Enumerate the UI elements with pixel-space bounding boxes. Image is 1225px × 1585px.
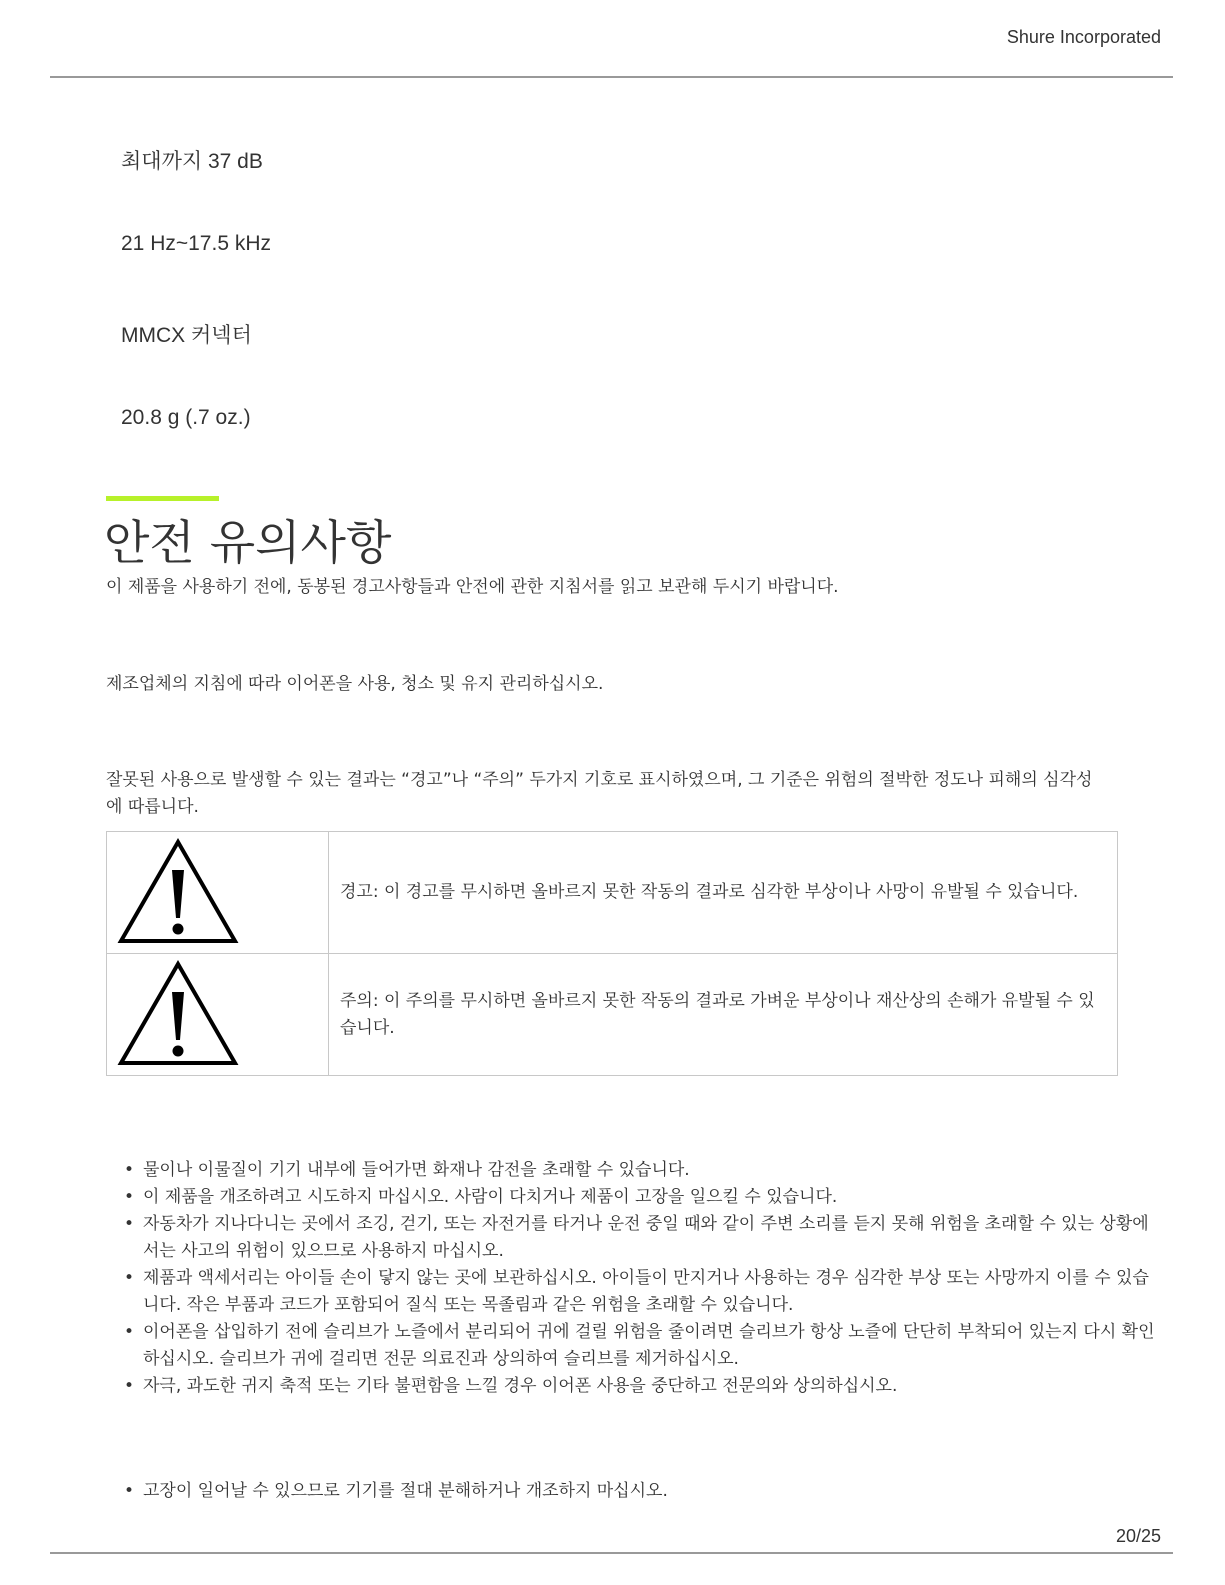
spec-frequency-range: 21 Hz~17.5 kHz [121, 232, 271, 255]
maintenance-text: 제조업체의 지침에 따라 이어폰을 사용, 청소 및 유지 관리하십시오. [106, 674, 604, 694]
header-company-name: Shure Incorporated [1006, 27, 1161, 47]
spec-connector: MMCX 커넥터 [121, 324, 252, 347]
spec-sensitivity: 최대까지 37 dB [121, 150, 263, 173]
symbol-icon-cell [107, 832, 329, 954]
list-item: • 고장이 일어날 수 있으므로 기기를 절대 분해하거나 개조하지 마십시오. [143, 1478, 1155, 1505]
list-item: • 자동차가 지나다니는 곳에서 조깅, 걷기, 또는 자전거를 타거나 운전 중일 때와 같이 주변 소리를 듣지 못해 위험을 초래할 수 있는 상황에서는 사고의 위험이 있으므로 사용하지 마십시오. [143, 1211, 1155, 1265]
symbol-text-caution: 주의: 이 주의를 무시하면 올바르지 못한 작동의 결과로 가벼운 부상이나 재산상의 손해가 유발될 수 있습니다. [329, 954, 1118, 1076]
header-divider [50, 76, 1173, 78]
page-number: 20/25 [1115, 1526, 1161, 1546]
caution-bullet-list [106, 1478, 1155, 1505]
list-item: • 제품과 액세서리는 아이들 손이 닿지 않는 곳에 보관하십시오. 아이들이 만지거나 사용하는 경우 심각한 부상 또는 사망까지 이를 수 있습니다. 작은 부품과 코드가 포함되어 질식 또는 목졸림과 같은 위험을 초래할 수 있습니다. [143, 1265, 1155, 1319]
list-item: • 이 제품을 개조하려고 시도하지 마십시오. 사람이 다치거나 제품이 고장을 일으킬 수 있습니다. [143, 1184, 1155, 1211]
symbol-row-warning [107, 832, 1118, 954]
caution-triangle-icon [117, 960, 239, 1067]
symbol-text-warning: 경고: 이 경고를 무시하면 올바르지 못한 작동의 결과로 심각한 부상이나 사망이 유발될 수 있습니다. [329, 832, 1118, 954]
symbol-icon-cell [107, 954, 329, 1076]
safety-intro-text: 이 제품을 사용하기 전에, 동봉된 경고사항들과 안전에 관한 지침서를 읽고 보관해 두시기 바랍니다. [106, 577, 839, 597]
symbol-row-caution [107, 954, 1118, 1076]
spec-weight: 20.8 g (.7 oz.) [121, 406, 251, 429]
list-item: • 물이나 이물질이 기기 내부에 들어가면 화재나 감전을 초래할 수 있습니다. [143, 1157, 1155, 1184]
footer-divider [50, 1552, 1173, 1554]
symbol-table [106, 831, 1118, 1076]
warning-triangle-icon [117, 838, 239, 945]
list-item: • 자극, 과도한 귀지 축적 또는 기타 불편함을 느낄 경우 이어폰 사용을 중단하고 전문의와 상의하십시오. [143, 1373, 1155, 1400]
section-accent-bar [106, 496, 219, 501]
section-title: 안전 유의사항 [104, 516, 392, 571]
list-item: • 이어폰을 삽입하기 전에 슬리브가 노즐에서 분리되어 귀에 걸릴 위험을 줄이려면 슬리브가 항상 노즐에 단단히 부착되어 있는지 다시 확인하십시오. 슬리브가 귀에 걸리면 전문 의료진과 상의하여 슬리브를 제거하십시오. [143, 1319, 1155, 1373]
warning-bullet-list [106, 1157, 1155, 1400]
symbols-intro-text: 잘못된 사용으로 발생할 수 있는 결과는 “경고”나 “주의” 두가지 기호로 표시하였으며, 그 기준은 위험의 절박한 정도나 피해의 심각성에 따릅니다. [106, 770, 1093, 817]
